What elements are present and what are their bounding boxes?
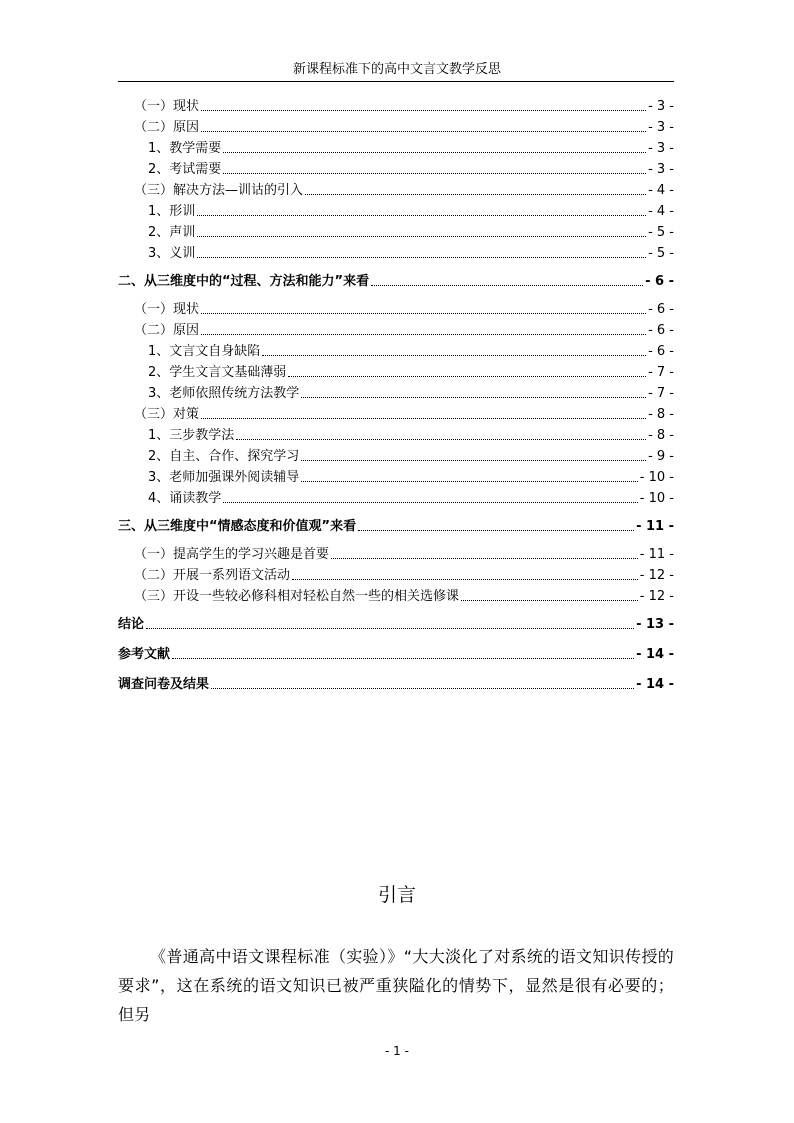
toc-dot-leader <box>201 110 646 111</box>
toc-entry-title: （三）解决方法—训诂的引入 <box>134 183 304 198</box>
toc-dot-leader <box>301 460 646 461</box>
toc-entry-page: - 4 - <box>648 204 674 219</box>
toc-entry[interactable] <box>134 321 674 339</box>
toc-entry-title: 2、声训 <box>148 225 196 240</box>
toc-entry-title: （一）现状 <box>134 99 200 114</box>
toc-dot-leader <box>288 376 646 377</box>
header-rule <box>118 81 674 82</box>
toc-entry-title: 3、老师加强课外阅读辅导 <box>148 470 300 485</box>
toc-dot-leader <box>201 418 646 419</box>
toc-entry-title: 1、教学需要 <box>148 141 222 156</box>
toc-entry-title: 2、考试需要 <box>148 162 222 177</box>
toc-entry-title: （二）原因 <box>134 323 200 338</box>
toc-entry[interactable] <box>118 272 674 290</box>
toc-entry-title: （二）原因 <box>134 120 200 135</box>
toc-entry[interactable] <box>148 160 674 178</box>
toc-entry[interactable] <box>134 405 674 423</box>
toc-entry[interactable] <box>134 181 674 199</box>
toc-dot-leader <box>201 131 646 132</box>
toc-entry-title: 3、老师依照传统方法教学 <box>148 386 300 401</box>
toc-entry[interactable] <box>148 223 674 241</box>
body-paragraph: 《普通高中语文课程标准（实验）》“大大淡化了对系统的语文知识传授的要求”，这在系统的语文知识已被严重狭隘化的情势下，显然是很有必要的；但另 <box>118 947 674 1024</box>
toc-entry-page: - 13 - <box>636 617 674 632</box>
toc-dot-leader <box>197 215 646 216</box>
toc-entry-title: 4、诵读教学 <box>148 491 222 506</box>
toc-entry-title: （二）开展一系列语文活动 <box>134 568 291 583</box>
toc-dot-leader <box>172 658 634 659</box>
toc-entry-title: 1、三步教学法 <box>148 428 235 443</box>
toc-dot-leader <box>301 397 646 398</box>
toc-entry-title: 2、自主、合作、探究学习 <box>148 449 300 464</box>
toc-entry-title: （三）开设一些较必修科相对轻松自然一些的相关选修课 <box>134 589 460 604</box>
toc-entry[interactable] <box>148 363 674 381</box>
toc-entry-page: - 10 - <box>639 470 674 485</box>
toc-dot-leader <box>223 502 638 503</box>
toc-entry[interactable] <box>148 244 674 262</box>
toc-entry-page: - 6 - <box>645 274 674 289</box>
toc-entry-page: - 12 - <box>639 589 674 604</box>
toc-entry-page: - 14 - <box>636 677 674 692</box>
toc-dot-leader <box>146 628 634 629</box>
toc-entry-page: - 7 - <box>648 386 674 401</box>
toc-entry-page: - 3 - <box>648 99 674 114</box>
toc-entry-page: - 4 - <box>648 183 674 198</box>
toc-entry-title: 2、学生文言文基础薄弱 <box>148 365 287 380</box>
toc-entry[interactable] <box>148 468 674 486</box>
toc-entry[interactable] <box>118 645 674 663</box>
toc-dot-leader <box>236 439 646 440</box>
toc-entry[interactable] <box>148 139 674 157</box>
toc-dot-leader <box>223 173 646 174</box>
toc-entry[interactable] <box>134 97 674 115</box>
toc-dot-leader <box>305 194 646 195</box>
toc-dot-leader <box>211 688 634 689</box>
toc-entry[interactable] <box>118 615 674 633</box>
toc-dot-leader <box>262 355 646 356</box>
toc-dot-leader <box>371 285 643 286</box>
toc-dot-leader <box>461 600 638 601</box>
toc-entry[interactable] <box>118 675 674 693</box>
toc-entry[interactable] <box>134 566 674 584</box>
toc-entry-page: - 12 - <box>639 568 674 583</box>
toc-entry-page: - 11 - <box>639 547 674 562</box>
toc-entry[interactable] <box>148 342 674 360</box>
toc-entry[interactable] <box>148 384 674 402</box>
toc-entry-title: 调查问卷及结果 <box>118 677 210 692</box>
toc-entry-title: （三）对策 <box>134 407 200 422</box>
page-number: - 1 - <box>385 1044 409 1058</box>
toc-dot-leader <box>358 530 634 531</box>
toc-entry-page: - 8 - <box>648 407 674 422</box>
toc-entry-page: - 5 - <box>648 225 674 240</box>
toc-entry-title: 1、文言文自身缺陷 <box>148 344 261 359</box>
toc-dot-leader <box>301 481 638 482</box>
toc-entry-page: - 10 - <box>639 491 674 506</box>
toc-entry[interactable] <box>148 202 674 220</box>
toc-dot-leader <box>197 257 646 258</box>
toc-entry-page: - 3 - <box>648 162 674 177</box>
toc-entry-title: 参考文献 <box>118 647 171 662</box>
toc-entry-page: - 5 - <box>648 246 674 261</box>
toc-entry-title: 1、形训 <box>148 204 196 219</box>
toc-entry[interactable] <box>134 587 674 605</box>
toc-entry-title: （一）现状 <box>134 302 200 317</box>
toc-entry-page: - 6 - <box>648 344 674 359</box>
toc-entry-title: 3、义训 <box>148 246 196 261</box>
toc-dot-leader <box>201 313 646 314</box>
toc-entry-title: 二、从三维度中的“过程、方法和能力”来看 <box>118 274 370 289</box>
toc-entry-page: - 9 - <box>648 449 674 464</box>
toc-entry[interactable] <box>134 300 674 318</box>
toc-entry[interactable] <box>148 426 674 444</box>
toc-entry-title: 三、从三维度中“情感态度和价值观”来看 <box>118 519 357 534</box>
toc-dot-leader <box>197 236 646 237</box>
section-title: 引言 <box>377 884 416 906</box>
toc-dot-leader <box>331 558 638 559</box>
toc-entry-page: - 11 - <box>636 519 674 534</box>
toc-entry-page: - 8 - <box>648 428 674 443</box>
toc-entry-page: - 14 - <box>636 647 674 662</box>
toc-entry-page: - 7 - <box>648 365 674 380</box>
toc-entry-page: - 3 - <box>648 120 674 135</box>
toc-dot-leader <box>292 579 638 580</box>
toc-entry-page: - 6 - <box>648 302 674 317</box>
running-header: 新课程标准下的高中文言文教学反思 <box>292 62 501 77</box>
toc-dot-leader <box>223 152 646 153</box>
toc-entry[interactable] <box>148 489 674 507</box>
toc-entry-title: （一）提高学生的学习兴趣是首要 <box>134 547 330 562</box>
toc-entry[interactable] <box>134 545 674 563</box>
toc-entry[interactable] <box>118 517 674 535</box>
toc-entry[interactable] <box>134 118 674 136</box>
toc-entry-page: - 6 - <box>648 323 674 338</box>
toc-dot-leader <box>201 334 646 335</box>
toc-entry-page: - 3 - <box>648 141 674 156</box>
toc-entry[interactable] <box>148 447 674 465</box>
toc-entry-title: 结论 <box>118 617 145 632</box>
